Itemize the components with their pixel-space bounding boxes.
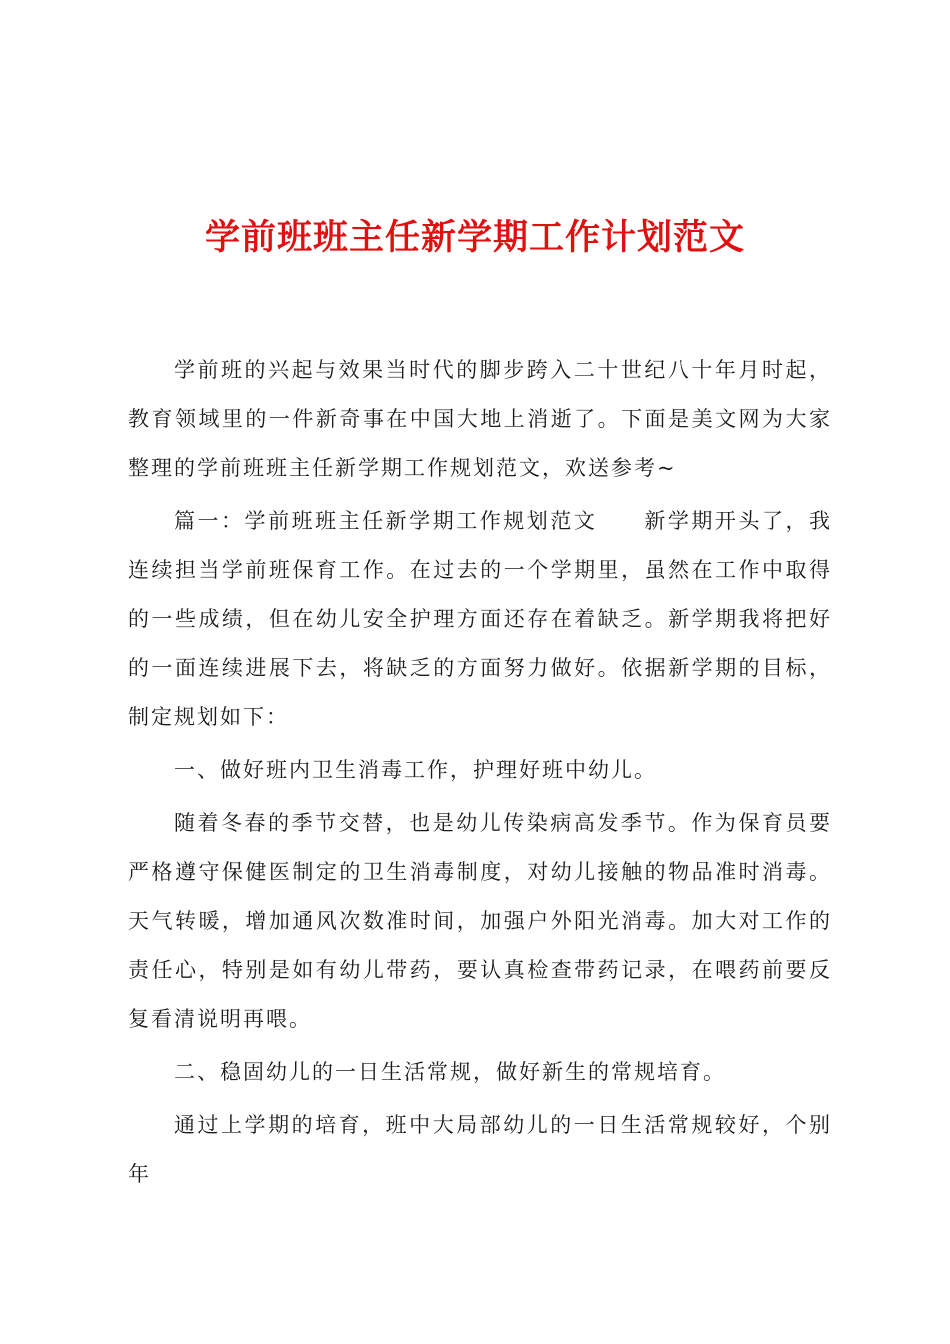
section-heading-one: 一、做好班内卫生消毒工作，护理好班中幼儿。 <box>174 758 657 782</box>
document-body <box>128 346 832 1199</box>
paragraph-intro: 学前班的兴起与效果当时代的脚步跨入二十世纪八十年月时起，教育领域里的一件新奇事在中国大地上消逝了。下面是美文网为大家整理的学前班班主任新学期工作规划范文，欢送参考~ <box>128 358 832 480</box>
paragraph-routine: 通过上学期的培育，班中大局部幼儿的一日生活常规较好，个别年 <box>128 1113 832 1186</box>
document-title: 学前班班主任新学期工作计划范文 <box>204 218 745 258</box>
paragraph-part-one: 篇一：学前班班主任新学期工作规划范文 新学期开头了，我连续担当学前班保育工作。在过去的一个学期里，虽然在工作中取得的一些成绩，但在幼儿安全护理方面还存在着缺乏。新学期我将把好的一面连续进展下去，将缺乏的方面努力做好。依据新学期的目标，制定规划如下： <box>128 509 832 729</box>
paragraph-hygiene: 随着冬春的季节交替，也是幼儿传染病高发季节。作为保育员要严格遵守保健医制定的卫生消毒制度，对幼儿接触的物品准时消毒。天气转暖，增加通风次数准时间，加强户外阳光消毒。加大对工作的责任心，特别是如有幼儿带药，要认真检查带药记录，在喂药前要反复看清说明再喂。 <box>128 811 832 1031</box>
section-heading-two: 二、稳固幼儿的一日生活常规，做好新生的常规培育。 <box>174 1060 726 1084</box>
